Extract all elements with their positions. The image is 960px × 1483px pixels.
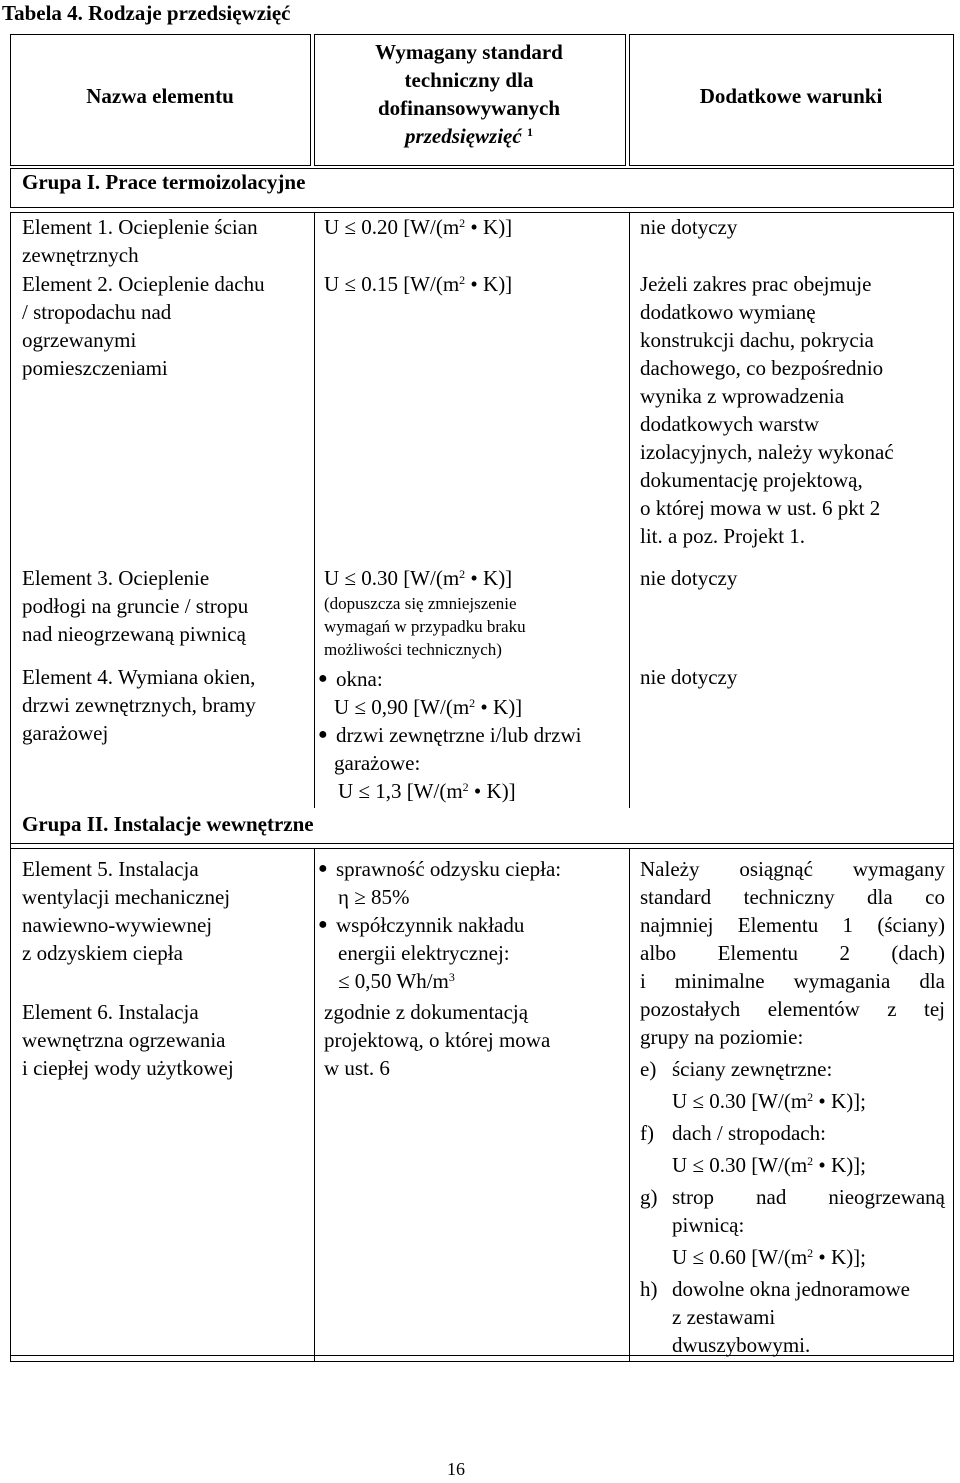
bullet-icon: ● (318, 860, 328, 877)
text: • K)] (465, 566, 513, 590)
text-line: dodatkowo wymianę (640, 300, 816, 324)
superscript: 2 (462, 780, 469, 794)
text-line: Element 3. Ocieplenie (22, 566, 210, 590)
text: U ≤ 0.20 [W/(m (324, 215, 460, 239)
text: dowolne okna jednoramowe (672, 1277, 910, 1301)
element5-name (22, 855, 230, 967)
bullet-item (318, 721, 581, 749)
note-line: (dopuszcza się zmniejszenie (324, 594, 517, 613)
text-line (640, 1243, 945, 1271)
note-line: możliwości technicznych) (324, 640, 502, 659)
header-line (314, 122, 624, 150)
text: • K)] (465, 272, 513, 296)
text-line (324, 564, 526, 592)
text: • K)]; (813, 1153, 867, 1177)
text: sprawność odzysku ciepła: (336, 857, 562, 881)
list-item-h (640, 1275, 945, 1303)
divider (629, 212, 630, 808)
text-line: zewnętrznych (22, 243, 139, 267)
element1-conditions: nie dotyczy (640, 215, 738, 239)
element3-conditions: nie dotyczy (640, 566, 738, 590)
superscript: 2 (807, 1246, 814, 1260)
text-line: wentylacji mechanicznej (22, 885, 231, 909)
text-line: zgodnie z dokumentacją (324, 1000, 529, 1024)
text-line (640, 1087, 945, 1115)
text: dach / stropodach: (672, 1121, 826, 1145)
list-item-g (640, 1183, 945, 1211)
text-line: dachowego, co bezpośrednio (640, 356, 884, 380)
text: strop nad nieogrzewaną (672, 1185, 945, 1209)
list-marker: e) (640, 1057, 657, 1081)
text-line (318, 693, 581, 721)
text: U ≤ 0.30 [W/(m (672, 1089, 808, 1113)
header-required-standard (314, 38, 624, 150)
divider (314, 212, 315, 808)
element3-standard (324, 564, 526, 661)
text: U ≤ 0.30 [W/(m (672, 1153, 808, 1177)
text-line: konstrukcji dachu, pokrycia (640, 328, 874, 352)
divider (10, 848, 954, 849)
superscript: 2 (469, 696, 476, 710)
header-line: dofinansowywanych (377, 96, 561, 120)
text-line: pozostałych elementów z tej (640, 997, 945, 1021)
bullet-icon: ● (318, 916, 328, 933)
bullet-icon: ● (318, 670, 328, 687)
element4-name (22, 663, 256, 747)
note-line: wymagań w przypadku braku (324, 617, 526, 636)
text-line (318, 967, 561, 995)
text-line: ogrzewanymi (22, 328, 137, 352)
text-line: Element 5. Instalacja (22, 857, 199, 881)
page-number: 16 (447, 1459, 465, 1479)
text-line: η ≥ 85% (338, 885, 410, 909)
group2-conditions (640, 855, 945, 1359)
text-line: Należy osiągnąć wymagany (640, 857, 945, 881)
element5-standard (318, 855, 561, 995)
divider (629, 848, 630, 1361)
superscript: 2 (459, 273, 466, 287)
text: U ≤ 0,90 [W/(m (334, 695, 470, 719)
text-line: Element 4. Wymiana okien, (22, 665, 256, 689)
text: drzwi zewnętrzne i/lub drzwi (336, 723, 582, 747)
text-line: garażowej (22, 721, 109, 745)
element4-conditions: nie dotyczy (640, 665, 738, 689)
text-line: najmniej Elementu 1 (ściany) (640, 913, 945, 937)
text-line: Jeżeli zakres prac obejmuje (640, 272, 872, 296)
element2-conditions (640, 270, 894, 550)
text-line: pomieszczeniami (22, 356, 168, 380)
element6-standard (324, 998, 550, 1082)
text-line: nawiewno-wywiewnej (22, 913, 213, 937)
bullet-item (318, 665, 581, 693)
element4-standard (318, 665, 581, 805)
list-marker: f) (640, 1121, 654, 1145)
text: U ≤ 0.15 [W/(m (324, 272, 460, 296)
list-item-e (640, 1055, 945, 1083)
text: U ≤ 0.60 [W/(m (672, 1245, 808, 1269)
text-line: Element 1. Ocieplenie ścian (22, 215, 258, 239)
text-line: o której mowa w ust. 6 pkt 2 (640, 496, 881, 520)
text-line (640, 1151, 945, 1179)
text: ściany zewnętrzne: (672, 1057, 833, 1081)
text: ≤ 0,50 Wh/m (338, 969, 449, 993)
bullet-item (318, 911, 561, 939)
text-line: nad nieogrzewaną piwnicą (22, 622, 246, 646)
bullet-item (318, 855, 561, 883)
header-additional-conditions: Dodatkowe warunki (699, 84, 883, 108)
group2-label: Grupa II. Instalacje wewnętrzne (22, 812, 314, 836)
header-name-element: Nazwa elementu (86, 84, 234, 108)
list-marker: h) (640, 1277, 658, 1301)
group1-label: Grupa I. Prace termoizolacyjne (22, 170, 306, 194)
text: • K)]; (813, 1089, 867, 1113)
header-line: techniczny dla (404, 68, 534, 92)
text-line: i ciepłej wody użytkowej (22, 1056, 234, 1080)
text-line: podłogi na gruncie / stropu (22, 594, 249, 618)
divider (10, 843, 954, 844)
superscript: 2 (807, 1090, 814, 1104)
text-line: projektową, o której mowa (324, 1028, 551, 1052)
superscript: 2 (459, 567, 466, 581)
divider (314, 848, 315, 1361)
superscript: 3 (448, 970, 455, 984)
text-line: energii elektrycznej: (338, 941, 510, 965)
element6-name (22, 998, 234, 1082)
footnote-mark: 1 (526, 125, 533, 139)
text-line: garażowe: (334, 751, 421, 775)
element1-standard (324, 213, 512, 241)
text-line: z zestawami (672, 1305, 776, 1329)
element2-name (22, 270, 265, 382)
element2-standard (324, 270, 512, 298)
text: • K)] (465, 215, 513, 239)
text-line: izolacyjnych, należy wykonać (640, 440, 894, 464)
text: U ≤ 0.30 [W/(m (324, 566, 460, 590)
text-line: dwuszybowymi. (672, 1333, 811, 1357)
superscript: 2 (807, 1154, 814, 1168)
text-line: i minimalne wymagania dla (640, 969, 945, 993)
text-line: wewnętrzna ogrzewania (22, 1028, 226, 1052)
bullet-icon: ● (318, 726, 328, 743)
text: • K)] (475, 695, 523, 719)
element1-name (22, 213, 258, 269)
text-line: grupy na poziomie: (640, 1025, 804, 1049)
header-italic: przedsięwzięć (405, 124, 522, 148)
text-line: dokumentację projektową, (640, 468, 863, 492)
text: okna: (336, 667, 383, 691)
list-item-f (640, 1119, 945, 1147)
text-line: dodatkowych warstw (640, 412, 820, 436)
text-line: Element 2. Ocieplenie dachu (22, 272, 265, 296)
text-line: z odzyskiem ciepła (22, 941, 183, 965)
text-line: Element 6. Instalacja (22, 1000, 199, 1024)
text-line: lit. a poz. Projekt 1. (640, 524, 806, 548)
header-line: Wymagany standard (375, 40, 563, 64)
text: • K)]; (813, 1245, 867, 1269)
text-line: w ust. 6 (324, 1056, 390, 1080)
table-title: Tabela 4. Rodzaje przedsięwzięć (2, 1, 291, 25)
text-line: albo Elementu 2 (dach) (640, 941, 945, 965)
superscript: 2 (459, 216, 466, 230)
text-line: standard techniczny dla co (640, 885, 945, 909)
list-marker: g) (640, 1185, 658, 1209)
text-line: piwnicą: (672, 1213, 745, 1237)
text: współczynnik nakładu (336, 913, 525, 937)
text: • K)] (468, 779, 516, 803)
text: U ≤ 1,3 [W/(m (338, 779, 463, 803)
element3-name (22, 564, 248, 648)
text-line: wynika z wprowadzenia (640, 384, 845, 408)
text-line: / stropodachu nad (22, 300, 172, 324)
text-line (318, 777, 581, 805)
text-line: drzwi zewnętrznych, bramy (22, 693, 256, 717)
